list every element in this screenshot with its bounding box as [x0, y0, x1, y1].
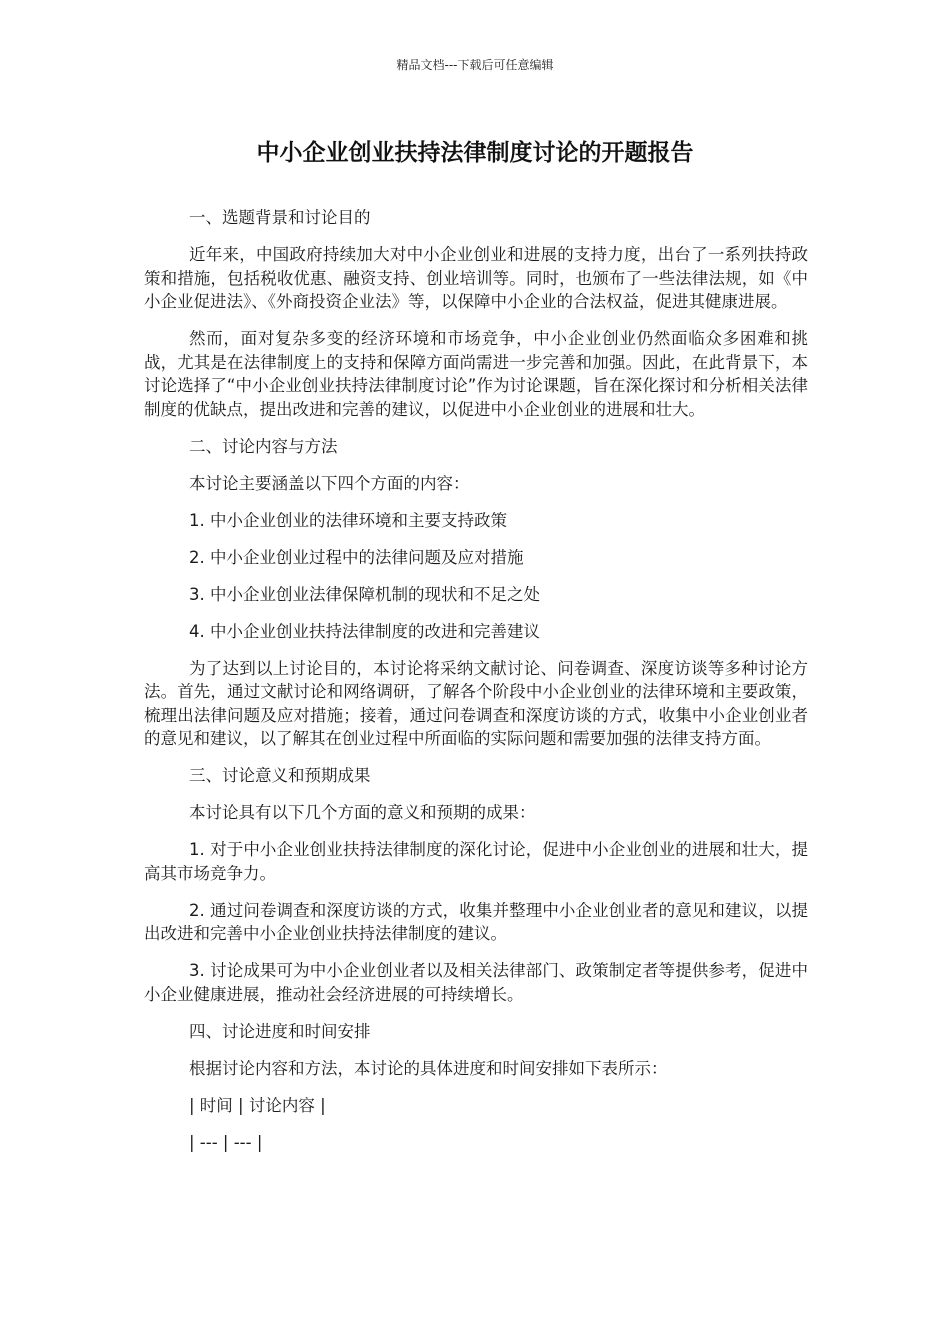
section-2-heading: 二、讨论内容与方法: [189, 436, 338, 456]
section-1-paragraph-1: 近年来，中国政府持续加大对中小企业创业和进展的支持力度，出台了一系列扶持政策和措施，包括税收优惠、融资支持、创业培训等。同时，也颁布了一些法律法规，如《中小企业促进法》、《外商投资企业法》等，以保障中小企业的合法权益，促进其健康进展。: [144, 245, 808, 311]
section-4-heading: 四、讨论进度和时间安排: [189, 1021, 371, 1041]
section-2-item-2: 2. 中小企业创业过程中的法律问题及应对措施: [189, 547, 524, 567]
section-3-item-3: 3. 讨论成果可为中小企业创业者以及相关法律部门、政策制定者等提供参考，促进中小企业健康进展，推动社会经济进展的可持续增长。: [144, 961, 808, 1004]
section-1-heading: 一、选题背景和讨论目的: [189, 208, 371, 227]
section-3-item-2: 2. 通过问卷调查和深度访谈的方式，收集并整理中小企业创业者的意见和建议，以提出改进和完善中小企业创业扶持法律制度的建议。: [144, 900, 808, 943]
section-2-item-1: 1. 中小企业创业的法律环境和主要支持政策: [189, 510, 507, 530]
page-header-watermark: 精品文档---下载后可任意编辑: [396, 58, 554, 72]
section-3-heading: 三、讨论意义和预期成果: [189, 766, 371, 785]
section-3-item-1: 1. 对于中小企业创业扶持法律制度的深化讨论，促进中小企业创业的进展和壮大，提高其市场竞争力。: [144, 840, 808, 883]
section-1-paragraph-2: 然而，面对复杂多变的经济环境和市场竞争，中小企业创业仍然面临众多困难和挑战，尤其是在法律制度上的支持和保障方面尚需进一步完善和加强。因此，在此背景下，本讨论选择了“中小企业创业扶持法律制度讨论”作为讨论课题，旨在深化探讨和分析相关法律制度的优缺点，提出改进和完善的建议，以促进中小企业创业的进展和壮大。: [144, 329, 808, 419]
section-2-method-paragraph: 为了达到以上讨论目的，本讨论将采纳文献讨论、问卷调查、深度访谈等多种讨论方法。首先，通过文献讨论和网络调研，了解各个阶段中小企业创业的法律环境和主要政策，梳理出法律问题及应对措施；接着，通过问卷调查和深度访谈的方式，收集中小企业创业者的意见和建议，以了解其在创业过程中所面临的实际问题和需要加强的法律支持方面。: [144, 658, 808, 748]
document-body: [144, 206, 808, 1168]
table-header-line: | 时间 | 讨论内容 |: [189, 1095, 326, 1115]
document-title: 中小企业创业扶持法律制度讨论的开题报告: [256, 140, 694, 166]
table-separator-line: | --- | --- |: [189, 1132, 263, 1152]
section-2-item-3: 3. 中小企业创业法律保障机制的现状和不足之处: [189, 584, 540, 604]
section-3-intro: 本讨论具有以下几个方面的意义和预期的成果：: [189, 803, 536, 822]
section-4-intro: 根据讨论内容和方法，本讨论的具体进度和时间安排如下表所示：: [189, 1058, 668, 1078]
section-2-intro: 本讨论主要涵盖以下四个方面的内容：: [189, 473, 470, 493]
section-2-item-4: 4. 中小企业创业扶持法律制度的改进和完善建议: [189, 621, 540, 641]
